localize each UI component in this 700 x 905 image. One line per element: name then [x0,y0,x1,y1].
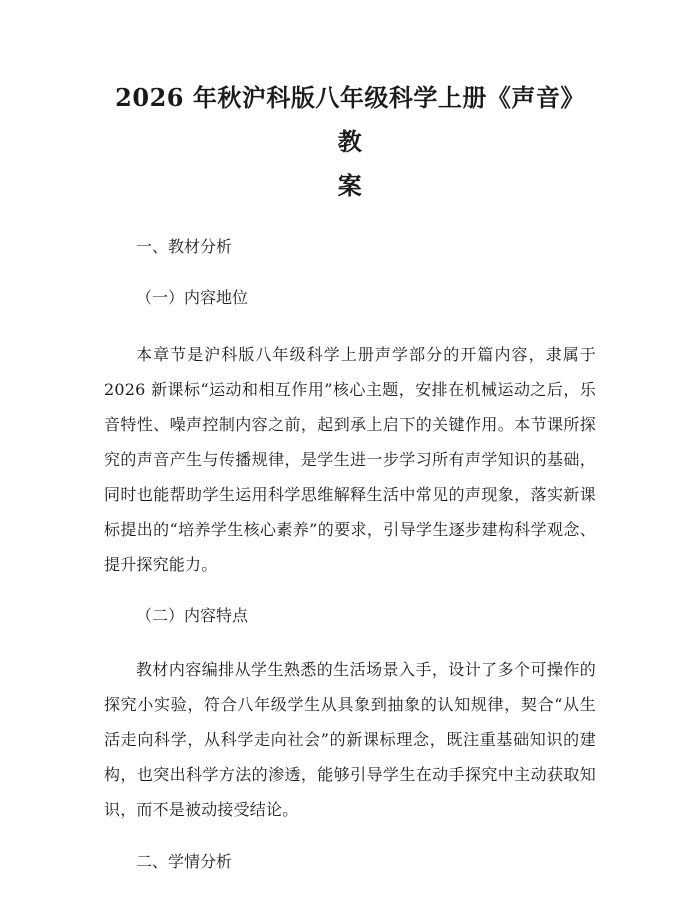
document-title [104,0,596,208]
section-heading-textbook-analysis: 一、教材分析 [136,237,233,256]
subsection-heading-content-position: （一）内容地位 [136,288,249,307]
paragraph-content-position: 本章节是沪科版八年级科学上册声学部分的开篇内容，隶属于 2026 新课标“运动和相互作用”核心主题，安排在机械运动之后，乐音特性、噪声控制内容之前，起到承上启下的关键作用。本节课所探究的声音产生与传播规律，是学生进一步学习所有声学知识的基础，同时也能帮助学生运用科学思维解释生活中常见的声现象，落实新课标提出的“培养学生核心素养”的要求，引导学生逐步建构科学观念、提升探究能力。 [104,345,596,574]
subsection-heading-content-features: （二）内容特点 [136,606,249,625]
section-heading-student-analysis: 二、学情分析 [136,852,233,871]
title-line-2: 案 [337,171,363,200]
paragraph-content-features: 教材内容编排从学生熟悉的生活场景入手，设计了多个可操作的探究小实验，符合八年级学生从具象到抽象的认知规律，契合“从生活走向科学，从科学走向社会”的新课标理念，既注重基础知识的建构，也突出科学方法的渗透，能够引导学生在动手探究中主动获取知识，而不是被动接受结论。 [104,660,596,819]
title-line-1: 2026 年秋沪科版八年级科学上册《声音》教 [115,83,585,156]
